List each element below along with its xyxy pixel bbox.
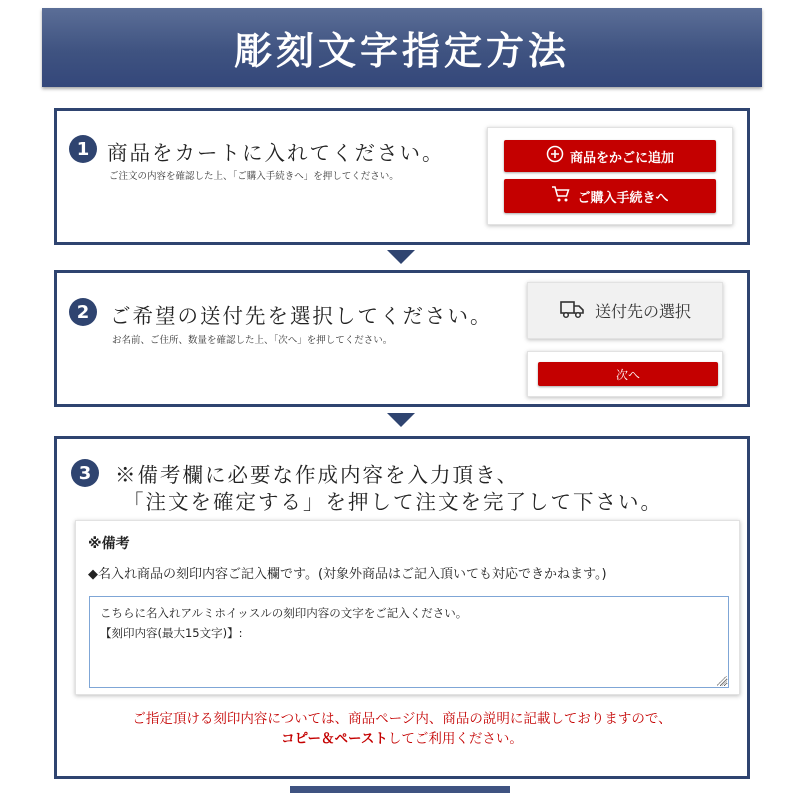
- plus-circle-icon: [546, 145, 564, 167]
- checkout-button[interactable]: [504, 179, 716, 213]
- cart-buttons-panel: [487, 127, 733, 225]
- step-number-2: 2: [69, 298, 97, 326]
- page-title: 彫刻文字指定方法: [233, 28, 570, 73]
- next-button[interactable]: [538, 362, 718, 386]
- step-1-heading: 商品をカートに入れてください。: [107, 141, 445, 165]
- resize-handle-icon[interactable]: [717, 676, 727, 686]
- remarks-description: ◆名入れ商品の刻印内容ご記入欄です。(対象外商品はご記入頂いても対応できかねます。): [88, 567, 607, 582]
- add-to-cart-button[interactable]: [504, 140, 716, 172]
- title-banner: [42, 8, 762, 87]
- down-arrow-icon: [387, 250, 415, 264]
- step-3-heading-line2: 「注文を確定する」を押して注文を完了して下さい。: [123, 490, 663, 514]
- remarks-panel: [75, 520, 740, 695]
- step-3-box: [54, 436, 750, 779]
- textarea-line-2: 【刻印内容(最大15文字)】:: [100, 626, 243, 640]
- truck-icon: [559, 298, 585, 324]
- select-destination-button[interactable]: [528, 283, 722, 338]
- step-3-heading-line1: ※備考欄に必要な作成内容を入力頂き、: [115, 463, 520, 487]
- notice-line-2-rest: してご利用ください。: [387, 731, 523, 747]
- textarea-line-1: こちらに名入れアルミホイッスルの刻印内容の文字をご記入ください。: [100, 606, 468, 620]
- step-number-1: 1: [69, 135, 97, 163]
- down-arrow-icon: [387, 413, 415, 427]
- notice-line-1: ご指定頂ける刻印内容については、商品ページ内、商品の説明に記載しておりますので、: [132, 711, 672, 727]
- engraving-notice: [54, 709, 750, 749]
- bottom-bar: [290, 786, 510, 793]
- add-to-cart-label: 商品をかごに追加: [569, 150, 674, 166]
- checkout-label: ご購入手続きへ: [577, 190, 669, 206]
- notice-copy-paste: コピー＆ペースト: [281, 731, 388, 747]
- step-2-subtext: お名前、ご住所、数量を確認した上、「次へ」を押してください。: [112, 335, 393, 346]
- step-number-3: 3: [71, 459, 99, 487]
- engraving-textarea[interactable]: [89, 596, 729, 688]
- select-destination-panel: [527, 282, 723, 339]
- step-2-box: [54, 270, 750, 407]
- next-label: 次へ: [615, 367, 640, 382]
- cart-icon: [551, 185, 571, 207]
- remarks-title: ※備考: [88, 536, 130, 552]
- select-destination-label: 送付先の選択: [594, 302, 691, 321]
- notice-line-2: [54, 729, 750, 749]
- step-1-box: [54, 108, 750, 245]
- step-1-subtext: ご注文の内容を確認した上、「ご購入手続きへ」を押してください。: [109, 171, 399, 182]
- step-2-heading: ご希望の送付先を選択してください。: [110, 304, 493, 328]
- next-button-panel: [527, 351, 723, 397]
